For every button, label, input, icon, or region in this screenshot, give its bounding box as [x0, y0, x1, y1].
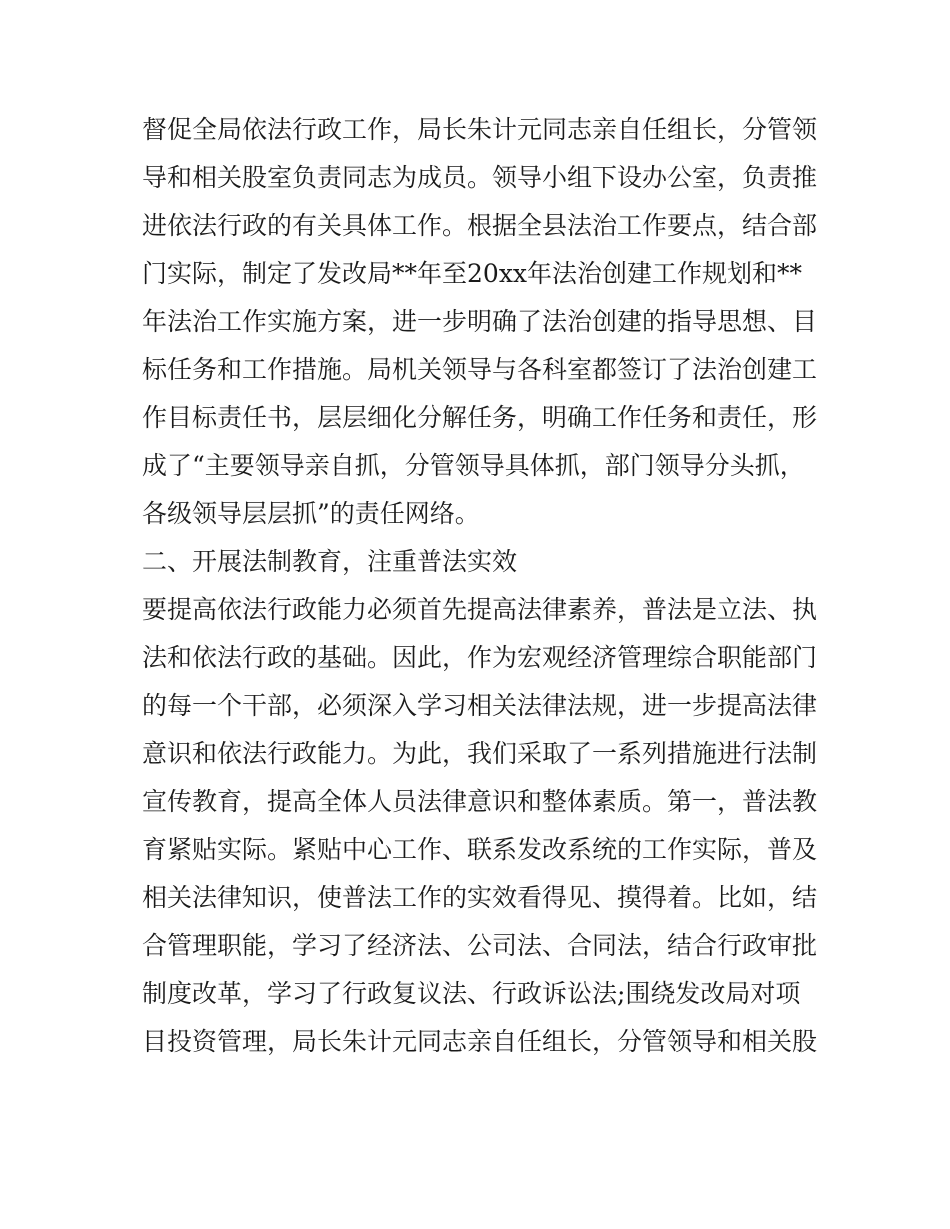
text-line: 导和相关股室负责同志为成员。领导小组下设办公室，负责推 [142, 163, 818, 192]
text-line: 育紧贴实际。紧贴中心工作、联系发改系统的工作实际，普及 [142, 835, 818, 864]
text-line: 年法治工作实施方案，进一步明确了法治创建的指导思想、目 [142, 307, 818, 336]
text-line: 制度改革，学习了行政复议法、行政诉讼法;围绕发改局对项 [142, 979, 801, 1008]
text-line: 进依法行政的有关具体工作。根据全县法治工作要点，结合部 [142, 211, 818, 240]
text-line: 的每一个干部，必须深入学习相关法律法规，进一步提高法律 [142, 691, 818, 720]
text-line: 合管理职能，学习了经济法、公司法、合同法，结合行政审批 [142, 931, 818, 960]
text-line: 法和依法行政的基础。因此，作为宏观经济管理综合职能部门 [142, 643, 818, 672]
text-line: 宣传教育，提高全体人员法律意识和整体素质。第一，普法教 [142, 787, 818, 816]
text-line: 门实际，制定了发改局**年至20xx年法治创建工作规划和** [142, 259, 803, 288]
text-line: 意识和依法行政能力。为此，我们采取了一系列措施进行法制 [142, 739, 818, 768]
body-text [142, 106, 822, 1066]
section-heading: 二、开展法制教育，注重普法实效 [142, 547, 518, 576]
text-line: 目投资管理，局长朱计元同志亲自任组长，分管领导和相关股 [142, 1027, 818, 1056]
text-line: 成了“主要领导亲自抓，分管领导具体抓，部门领导分头抓， [142, 451, 805, 480]
text-line: 要提高依法行政能力必须首先提高法律素养，普法是立法、执 [142, 595, 818, 624]
text-line: 标任务和工作措施。局机关领导与各科室都签订了法治创建工 [142, 355, 818, 384]
text-line: 作目标责任书，层层细化分解任务，明确工作任务和责任，形 [142, 403, 818, 432]
text-line: 督促全局依法行政工作，局长朱计元同志亲自任组长，分管领 [142, 115, 818, 144]
text-line: 各级领导层层抓”的责任网络。 [142, 499, 480, 528]
text-line: 相关法律知识，使普法工作的实效看得见、摸得着。比如，结 [142, 883, 818, 912]
